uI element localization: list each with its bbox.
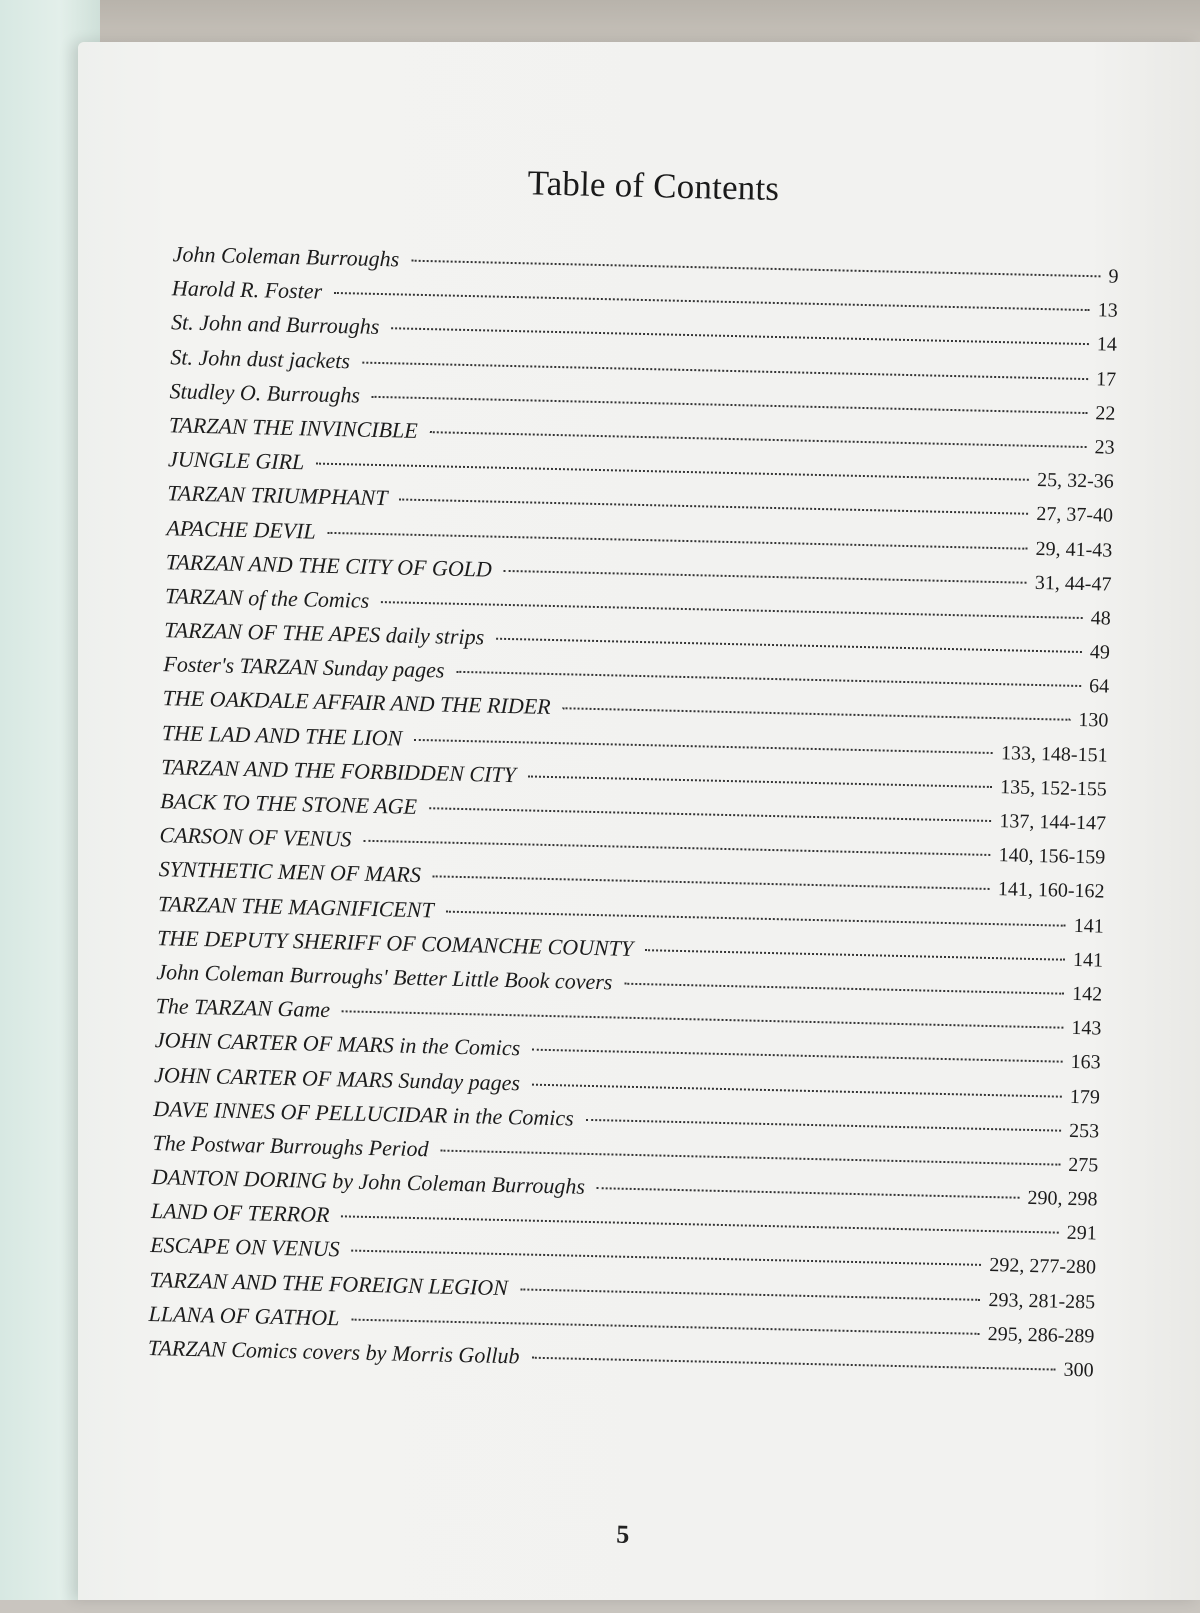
dot-leader — [429, 807, 992, 822]
toc-entry-title: John Coleman Burroughs — [172, 241, 400, 272]
toc-entry-title: LLANA OF GATHOL — [148, 1300, 340, 1331]
toc-entry-title: DANTON DORING by John Coleman Burroughs — [151, 1164, 586, 1199]
page-content — [60, 29, 1200, 1612]
toc-list — [147, 241, 1118, 1390]
toc-entry-pages: 25, 32-36 — [1036, 469, 1115, 493]
toc-entry-pages: 293, 281-285 — [988, 1288, 1096, 1314]
toc-entry-title: SYNTHETIC MEN OF MARS — [158, 856, 422, 888]
toc-entry-title: TARZAN THE MAGNIFICENT — [157, 890, 435, 922]
dot-leader — [440, 1149, 1060, 1165]
dot-leader — [328, 531, 1028, 549]
toc-entry-title: THE OAKDALE AFFAIR AND THE RIDER — [162, 685, 551, 720]
toc-entry-pages: 29, 41-43 — [1035, 537, 1113, 562]
toc-entry-title: THE LAD AND THE LION — [161, 719, 403, 751]
toc-entry-pages: 13 — [1097, 299, 1118, 322]
dot-leader — [411, 260, 1100, 278]
toc-entry-pages: 300 — [1063, 1358, 1094, 1382]
toc-entry-title: BACK TO THE STONE AGE — [160, 788, 418, 819]
toc-entry-pages: 17 — [1095, 367, 1117, 391]
toc-entry-pages: 142 — [1071, 982, 1103, 1006]
toc-entry-pages: 48 — [1090, 607, 1111, 630]
toc-entry-title: St. John dust jackets — [170, 343, 351, 373]
toc-entry-pages: 135, 152-155 — [999, 776, 1108, 801]
toc-entry-title: TARZAN Comics covers by Morris Gollub — [147, 1334, 520, 1369]
toc-entry-title: JUNGLE GIRL — [167, 446, 305, 475]
toc-entry-title: The Postwar Burroughs Period — [152, 1129, 429, 1162]
dot-leader — [563, 708, 1071, 722]
toc-entry-title: TARZAN AND THE CITY OF GOLD — [165, 548, 493, 582]
toc-entry-pages: 14 — [1096, 333, 1118, 357]
toc-entry-pages: 9 — [1108, 265, 1119, 288]
dot-leader — [381, 601, 1083, 619]
toc-entry-title: TARZAN TRIUMPHANT — [167, 480, 388, 511]
dot-leader — [532, 1083, 1062, 1097]
dot-leader — [597, 1187, 1020, 1199]
toc-entry-title: TARZAN AND THE FOREIGN LEGION — [149, 1266, 509, 1300]
toc-entry-title: TARZAN OF THE APES daily strips — [163, 617, 485, 650]
toc-entry-title: St. John and Burroughs — [170, 309, 380, 340]
toc-entry-pages: 140, 156-159 — [998, 844, 1106, 869]
toc-entry-pages: 130 — [1078, 709, 1109, 733]
toc-entry-pages: 27, 37-40 — [1036, 503, 1114, 527]
toc-entry-pages: 291 — [1066, 1222, 1098, 1245]
toc-entry-pages: 275 — [1068, 1153, 1099, 1177]
dot-leader — [430, 431, 1087, 448]
dot-leader — [391, 328, 1089, 346]
toc-entry-title: DAVE INNES OF PELLUCIDAR in the Comics — [153, 1095, 575, 1131]
toc-entry-pages: 22 — [1095, 402, 1116, 425]
toc-entry-pages: 31, 44-47 — [1034, 571, 1112, 596]
dot-leader — [586, 1119, 1061, 1132]
dot-leader — [316, 463, 1029, 481]
dot-leader — [399, 499, 1028, 515]
toc-entry-title: JOHN CARTER OF MARS Sunday pages — [153, 1061, 521, 1095]
toc-entry-pages: 133, 148-151 — [1000, 741, 1108, 767]
toc-entry-title: JOHN CARTER OF MARS in the Comics — [154, 1027, 521, 1061]
toc-entry-title: TARZAN AND THE FORBIDDEN CITY — [160, 753, 517, 788]
toc-entry-pages: 143 — [1071, 1016, 1102, 1040]
dot-leader — [624, 983, 1064, 995]
dot-leader — [532, 1049, 1063, 1063]
dot-leader — [414, 739, 993, 754]
dot-leader — [532, 1357, 1056, 1371]
toc-entry-title: TARZAN of the Comics — [164, 583, 370, 613]
dot-leader — [334, 292, 1090, 311]
toc-entry-title: CARSON OF VENUS — [159, 822, 352, 852]
dot-leader — [433, 876, 990, 891]
dot-leader — [362, 361, 1088, 379]
toc-entry-pages: 141, 160-162 — [997, 878, 1105, 903]
book-page — [78, 42, 1200, 1600]
toc-entry-pages: 179 — [1069, 1085, 1101, 1109]
toc-entry-title: Studley O. Burroughs — [169, 377, 361, 408]
dot-leader — [645, 949, 1065, 961]
toc-entry-title: The TARZAN Game — [155, 993, 331, 1023]
toc-entry-pages: 137, 144-147 — [999, 810, 1107, 835]
dot-leader — [341, 1216, 1058, 1234]
dot-leader — [504, 570, 1027, 584]
toc-entry-pages: 64 — [1088, 675, 1110, 698]
toc-entry-pages: 49 — [1089, 641, 1111, 664]
toc-entry-pages: 141 — [1072, 948, 1104, 972]
toc-entry-pages: 23 — [1094, 436, 1115, 459]
dot-leader — [456, 671, 1081, 687]
dot-leader — [363, 840, 990, 856]
toc-entry-pages: 290, 298 — [1027, 1186, 1098, 1211]
toc-entry-title: Foster's TARZAN Sunday pages — [163, 651, 445, 683]
page-number: 5 — [615, 1519, 630, 1549]
dot-leader — [446, 910, 1066, 926]
dot-leader — [351, 1318, 979, 1334]
toc-entry-title: APACHE DEVIL — [166, 514, 317, 544]
dot-leader — [520, 1288, 981, 1300]
toc-entry-pages: 253 — [1068, 1119, 1100, 1143]
dot-leader — [372, 396, 1087, 414]
dot-leader — [352, 1250, 982, 1266]
toc-entry-pages: 141 — [1073, 914, 1104, 938]
toc-entry-title: John Coleman Burroughs' Better Little Book covers — [156, 959, 613, 995]
toc-entry-title: TARZAN THE INVINCIBLE — [168, 412, 419, 443]
toc-entry-title: LAND OF TERROR — [150, 1198, 330, 1228]
dot-leader — [496, 638, 1082, 653]
toc-entry-pages: 295, 286-289 — [987, 1322, 1095, 1348]
toc-entry-pages: 163 — [1070, 1051, 1101, 1074]
page-title: Table of Contents — [527, 163, 780, 209]
toc-entry-title: Harold R. Foster — [171, 275, 323, 304]
toc-entry-title: THE DEPUTY SHERIFF OF COMANCHE COUNTY — [156, 924, 634, 961]
dot-leader — [528, 775, 992, 788]
dot-leader — [342, 1010, 1063, 1028]
toc-entry-pages: 292, 277-280 — [989, 1254, 1097, 1279]
toc-entry-title: ESCAPE ON VENUS — [149, 1232, 340, 1262]
